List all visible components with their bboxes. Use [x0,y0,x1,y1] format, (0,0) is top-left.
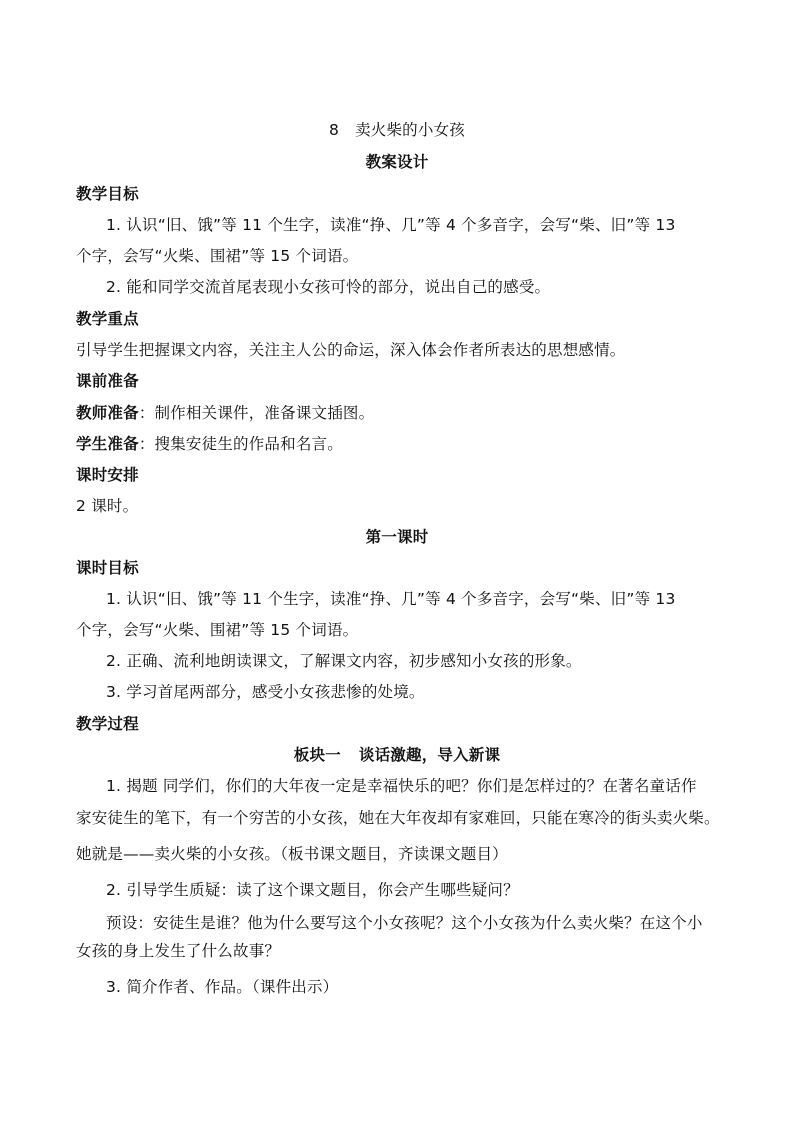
step-1-line-1: 1. 揭题 同学们，你们的大年夜一定是幸福快乐的吧？你们是怎样过的？在著名童话作 [106,777,697,795]
page-subtitle: 教案设计 [365,153,429,171]
step-3: 3. 简介作者、作品。（课件出示） [106,978,339,996]
student-preparation [76,434,736,454]
lesson1-goal-3: 3. 学习首尾两部分，感受小女孩悲惨的处境。 [106,683,425,701]
page-title [0,120,794,140]
key-points-heading: 教学重点 [76,310,139,328]
schedule-heading: 课时安排 [76,466,139,484]
step-1-line-3: 她就是——卖火柴的小女孩。（板书课文题目，齐读课文题目） [76,845,508,863]
step-1-line-2: 家安徒生的笔下，有一个穷苦的小女孩，她在大年夜却有家难回，只能在寒冷的街头卖火柴。 [76,809,720,827]
step-2-preset-line-1: 预设：安徒生是谁？他为什么要写这个小女孩呢？这个小女孩为什么卖火柴？在这个小 [106,914,703,932]
lesson1-goal-1-line-1: 1. 认识“旧、饿”等 11 个生字，读准“挣、几”等 4 个多音字，会写“柴、旧”等 13 [106,590,676,608]
lesson1-goal-2: 2. 正确、流利地朗读课文，了解课文内容，初步感知小女孩的形象。 [106,652,582,670]
goals-heading: 教学目标 [76,185,139,203]
block1-title: 谈话激趣，导入新课 [358,746,501,764]
goal-2: 2. 能和同学交流首尾表现小女孩可怜的部分，说出自己的感受。 [106,278,551,296]
step-2-preset-line-2: 女孩的身上发生了什么故事？ [76,942,281,960]
student-preparation-text: ：搜集安徒生的作品和名言。 [138,435,343,453]
teacher-preparation [76,403,736,423]
block1-heading [0,745,794,765]
goal-1-line-1: 1. 认识“旧、饿”等 11 个生字，读准“挣、几”等 4 个多音字，会写“柴、旧”等 13 [106,216,676,234]
lesson1-heading: 第一课时 [365,528,429,546]
lesson1-goal-1-line-2: 个字，会写“火柴、围裙”等 15 个词语。 [76,621,359,639]
process-heading: 教学过程 [76,715,139,733]
schedule-text: 2 课时。 [76,497,139,515]
goal-1-line-2: 个字，会写“火柴、围裙”等 15 个词语。 [76,247,359,265]
step-2: 2. 引导学生质疑：读了这个课文题目，你会产生哪些疑问？ [106,881,519,899]
lesson-number: 8 [329,121,340,139]
teacher-preparation-text: ：制作相关课件，准备课文插图。 [138,404,375,422]
preparation-heading: 课前准备 [76,372,139,390]
student-preparation-label: 学生准备 [76,435,139,453]
lesson-title: 卖火柴的小女孩 [355,121,465,139]
block1-name: 板块一 [293,746,341,764]
teacher-preparation-label: 教师准备 [76,404,139,422]
lesson1-goals-heading: 课时目标 [76,559,139,577]
key-points-text: 引导学生把握课文内容，关注主人公的命运，深入体会作者所表达的思想感情。 [76,341,626,359]
